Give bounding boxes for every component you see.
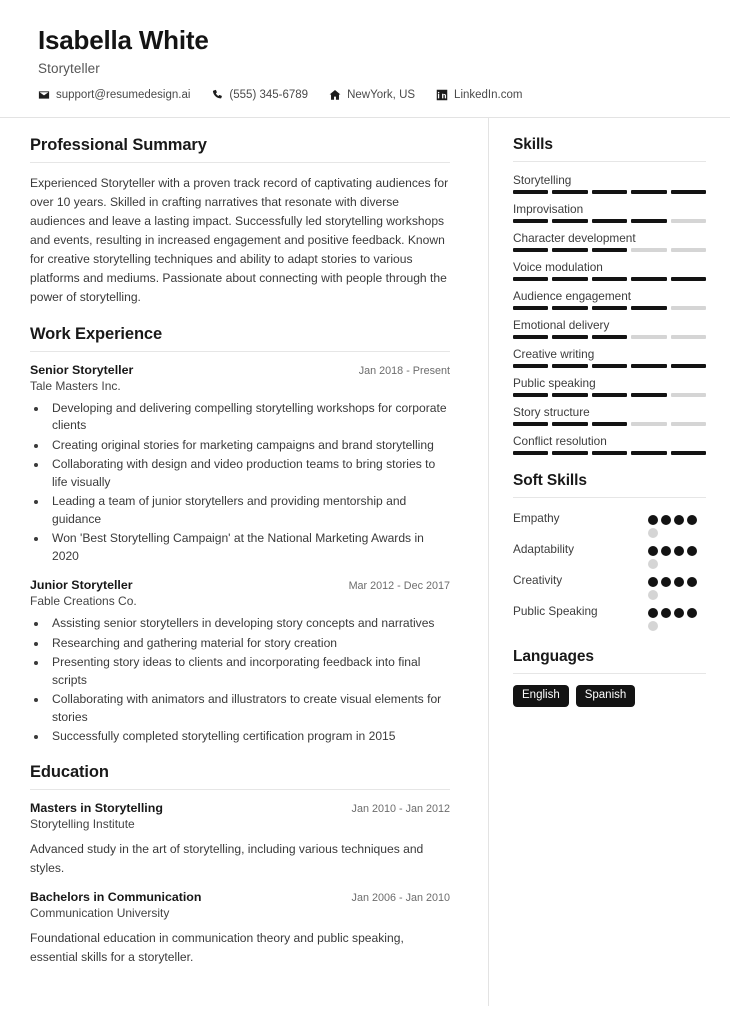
skill-label: Creative writing xyxy=(513,346,595,361)
experience-bullets xyxy=(48,615,450,745)
section-languages xyxy=(513,648,706,707)
list-item: • Developing and delivering compelling storytelling workshops for corporate clients xyxy=(48,400,450,436)
experience-company: Tale Masters Inc. xyxy=(30,378,121,393)
rating-dot xyxy=(687,577,697,587)
rating-dot xyxy=(648,546,658,556)
rating-dot xyxy=(661,546,671,556)
skill-level-bar xyxy=(513,306,706,310)
section-skills xyxy=(513,136,706,455)
skill-level-segment xyxy=(552,335,587,339)
skill-level-segment xyxy=(513,277,548,281)
soft-skills-list xyxy=(513,509,706,631)
experience-date: Mar 2012 - Dec 2017 xyxy=(348,580,450,593)
rating-dot xyxy=(648,528,658,538)
section-title: Soft Skills xyxy=(513,471,587,489)
contact-linkedin-text: LinkedIn.com xyxy=(454,88,523,101)
contact-location[interactable] xyxy=(329,89,415,101)
rating-dot xyxy=(648,559,658,569)
skill-level-segment xyxy=(513,364,548,368)
skill-level-segment xyxy=(631,248,666,252)
skill-item xyxy=(513,202,706,223)
soft-skill-item xyxy=(513,509,706,538)
skill-item xyxy=(513,173,706,194)
skill-level-segment xyxy=(552,306,587,310)
rating-dot xyxy=(687,546,697,556)
soft-skill-label: Empathy xyxy=(513,510,560,525)
skill-level-bar xyxy=(513,393,706,397)
skill-level-segment xyxy=(513,190,548,194)
skill-level-segment xyxy=(592,190,627,194)
skill-label: Voice modulation xyxy=(513,259,603,274)
skill-level-bar xyxy=(513,219,706,223)
candidate-job-title: Storyteller xyxy=(38,60,100,76)
language-tag: Spanish xyxy=(576,685,636,707)
rating-dot xyxy=(674,515,684,525)
rating-dot xyxy=(648,621,658,631)
candidate-name: Isabella White xyxy=(38,25,209,55)
experience-item xyxy=(30,578,450,745)
rating-dot xyxy=(648,515,658,525)
rating-dot xyxy=(648,590,658,600)
skill-level-segment xyxy=(631,422,666,426)
skill-level-bar xyxy=(513,422,706,426)
section-work-experience xyxy=(30,325,450,746)
experience-bullets xyxy=(48,400,450,566)
skill-label: Character development xyxy=(513,230,636,245)
skill-level-bar xyxy=(513,277,706,281)
skill-item xyxy=(513,405,706,426)
rating-dot xyxy=(674,577,684,587)
list-item: • Presenting story ideas to clients and incorporating feedback into final scripts xyxy=(48,654,450,690)
skill-item xyxy=(513,289,706,310)
resume-body xyxy=(0,118,730,1006)
skill-label: Audience engagement xyxy=(513,288,632,303)
skill-level-segment xyxy=(631,451,666,455)
rating-dot xyxy=(648,577,658,587)
skill-label: Story structure xyxy=(513,404,590,419)
section-divider xyxy=(30,789,450,790)
skill-level-segment xyxy=(631,364,666,368)
skill-level-segment xyxy=(631,306,666,310)
contact-linkedin[interactable] xyxy=(436,89,522,101)
summary-text: Experienced Storyteller with a proven track record of captivating audiences for over 10 years. Skilled in crafting narratives that resonate with diverse audiences and leave a lasting impact. Successfully led storytelling workshops and events, resulting in increased engagement and positive feedback. Known for creative storytelling techniques and ability to adapt stories to various platforms and mediums. Passionate about connecting with people through the power of storytelling. xyxy=(30,175,449,305)
list-item: • Leading a team of junior storytellers and providing mentorship and guidance xyxy=(48,493,450,529)
skill-level-bar xyxy=(513,335,706,339)
education-item xyxy=(30,801,450,877)
section-divider xyxy=(513,161,706,162)
rating-dot xyxy=(674,608,684,618)
sidebar-column xyxy=(488,118,730,1006)
skill-level-segment xyxy=(592,306,627,310)
experience-company: Fable Creations Co. xyxy=(30,594,137,609)
languages-list xyxy=(513,685,706,707)
skill-level-segment xyxy=(513,306,548,310)
skill-level-segment xyxy=(552,190,587,194)
contact-email-text: support@resumedesign.ai xyxy=(56,88,191,101)
rating-dot xyxy=(661,515,671,525)
education-item xyxy=(30,890,450,966)
education-description: Advanced study in the art of storytelling, including various techniques and styles. xyxy=(30,841,424,875)
section-education xyxy=(30,763,450,967)
skill-level-segment xyxy=(592,364,627,368)
linkedin-icon xyxy=(436,89,448,101)
skill-item xyxy=(513,260,706,281)
section-divider xyxy=(30,351,450,352)
skill-level-segment xyxy=(552,248,587,252)
skill-level-segment xyxy=(513,219,548,223)
education-item-head xyxy=(30,890,450,904)
skill-level-segment xyxy=(592,451,627,455)
skills-list xyxy=(513,173,706,455)
skill-item xyxy=(513,231,706,252)
rating-dot xyxy=(687,515,697,525)
section-title: Professional Summary xyxy=(30,135,207,154)
soft-skill-label: Public Speaking xyxy=(513,603,598,618)
experience-item xyxy=(30,363,450,566)
list-item: • Won 'Best Storytelling Campaign' at the National Marketing Awards in 2020 xyxy=(48,530,450,566)
soft-skill-rating xyxy=(648,540,706,569)
soft-skill-item xyxy=(513,571,706,600)
skill-level-segment xyxy=(631,393,666,397)
skill-level-segment xyxy=(671,335,706,339)
skill-level-segment xyxy=(513,393,548,397)
contact-list xyxy=(38,89,692,101)
section-title: Work Experience xyxy=(30,324,163,343)
skill-level-segment xyxy=(631,190,666,194)
skill-level-segment xyxy=(552,422,587,426)
skill-level-segment xyxy=(671,422,706,426)
skill-level-segment xyxy=(592,248,627,252)
skill-level-bar xyxy=(513,248,706,252)
soft-skill-rating xyxy=(648,509,706,538)
skill-level-segment xyxy=(671,248,706,252)
skill-level-segment xyxy=(552,393,587,397)
section-title: Skills xyxy=(513,135,553,153)
list-item: • Creating original stories for marketing campaigns and brand storytelling xyxy=(48,437,450,455)
experience-item-head xyxy=(30,363,450,377)
skill-level-segment xyxy=(631,277,666,281)
soft-skill-item xyxy=(513,540,706,569)
skill-level-segment xyxy=(671,364,706,368)
skill-item xyxy=(513,434,706,455)
skill-level-segment xyxy=(671,190,706,194)
skill-level-segment xyxy=(671,393,706,397)
section-title: Education xyxy=(30,762,109,781)
contact-location-text: NewYork, US xyxy=(347,88,416,101)
rating-dot xyxy=(661,608,671,618)
experience-item-head xyxy=(30,578,450,592)
contact-phone-text: (555) 345-6789 xyxy=(229,88,309,101)
skill-item xyxy=(513,318,706,339)
list-item: • Collaborating with design and video production teams to bring stories to life visually xyxy=(48,456,450,492)
skill-level-bar xyxy=(513,451,706,455)
skill-level-segment xyxy=(513,422,548,426)
soft-skill-label: Adaptability xyxy=(513,541,574,556)
skill-label: Conflict resolution xyxy=(513,433,607,448)
skill-level-bar xyxy=(513,190,706,194)
list-item: • Collaborating with animators and illustrators to create visual elements for stories xyxy=(48,691,450,727)
skill-level-segment xyxy=(552,277,587,281)
skill-level-segment xyxy=(592,393,627,397)
skill-level-segment xyxy=(513,248,548,252)
skill-level-segment xyxy=(513,335,548,339)
resume-header xyxy=(0,0,730,118)
phone-icon xyxy=(211,89,223,101)
list-item: • Assisting senior storytellers in developing story concepts and narratives xyxy=(48,615,450,633)
soft-skill-rating xyxy=(648,602,706,631)
education-item-head xyxy=(30,801,450,815)
skill-level-segment xyxy=(592,422,627,426)
section-soft-skills xyxy=(513,472,706,631)
section-title: Languages xyxy=(513,647,594,665)
education-date: Jan 2010 - Jan 2012 xyxy=(351,802,450,815)
list-item: • Successfully completed storytelling certification program in 2015 xyxy=(48,728,450,746)
section-divider xyxy=(513,673,706,674)
rating-dot xyxy=(674,546,684,556)
home-icon xyxy=(329,89,341,101)
skill-level-segment xyxy=(552,219,587,223)
education-date: Jan 2006 - Jan 2010 xyxy=(351,892,450,905)
main-column xyxy=(0,118,488,1006)
education-degree: Bachelors in Communication xyxy=(30,890,202,905)
skill-label: Improvisation xyxy=(513,201,584,216)
experience-job-title: Senior Storyteller xyxy=(30,362,134,377)
contact-phone[interactable] xyxy=(211,89,308,101)
soft-skill-rating xyxy=(648,571,706,600)
skill-label: Emotional delivery xyxy=(513,317,610,332)
experience-date: Jan 2018 - Present xyxy=(358,364,450,377)
skill-level-segment xyxy=(671,277,706,281)
skill-level-segment xyxy=(671,451,706,455)
soft-skill-label: Creativity xyxy=(513,572,563,587)
skill-level-segment xyxy=(631,335,666,339)
language-tag: English xyxy=(513,685,569,707)
section-divider xyxy=(30,162,450,163)
skill-item xyxy=(513,347,706,368)
skill-level-segment xyxy=(552,451,587,455)
section-divider xyxy=(513,497,706,498)
education-school: Communication University xyxy=(30,906,170,921)
rating-dot xyxy=(648,608,658,618)
contact-email[interactable] xyxy=(38,89,190,101)
skill-level-segment xyxy=(671,219,706,223)
experience-list xyxy=(30,363,450,746)
rating-dot xyxy=(661,577,671,587)
rating-dot xyxy=(687,608,697,618)
education-school: Storytelling Institute xyxy=(30,816,135,831)
list-item: • Researching and gathering material for story creation xyxy=(48,635,450,653)
skill-level-segment xyxy=(592,277,627,281)
envelope-icon xyxy=(38,89,50,101)
skill-level-bar xyxy=(513,364,706,368)
education-list xyxy=(30,801,450,967)
skill-level-segment xyxy=(631,219,666,223)
education-degree: Masters in Storytelling xyxy=(30,800,163,815)
section-professional-summary xyxy=(30,136,450,308)
skill-level-segment xyxy=(671,306,706,310)
skill-item xyxy=(513,376,706,397)
skill-level-segment xyxy=(592,219,627,223)
skill-label: Storytelling xyxy=(513,172,572,187)
soft-skill-item xyxy=(513,602,706,631)
skill-level-segment xyxy=(513,451,548,455)
skill-level-segment xyxy=(592,335,627,339)
experience-job-title: Junior Storyteller xyxy=(30,578,133,593)
education-description: Foundational education in communication theory and public speaking, essential skills for a storyteller. xyxy=(30,931,404,964)
skill-label: Public speaking xyxy=(513,375,596,390)
skill-level-segment xyxy=(552,364,587,368)
